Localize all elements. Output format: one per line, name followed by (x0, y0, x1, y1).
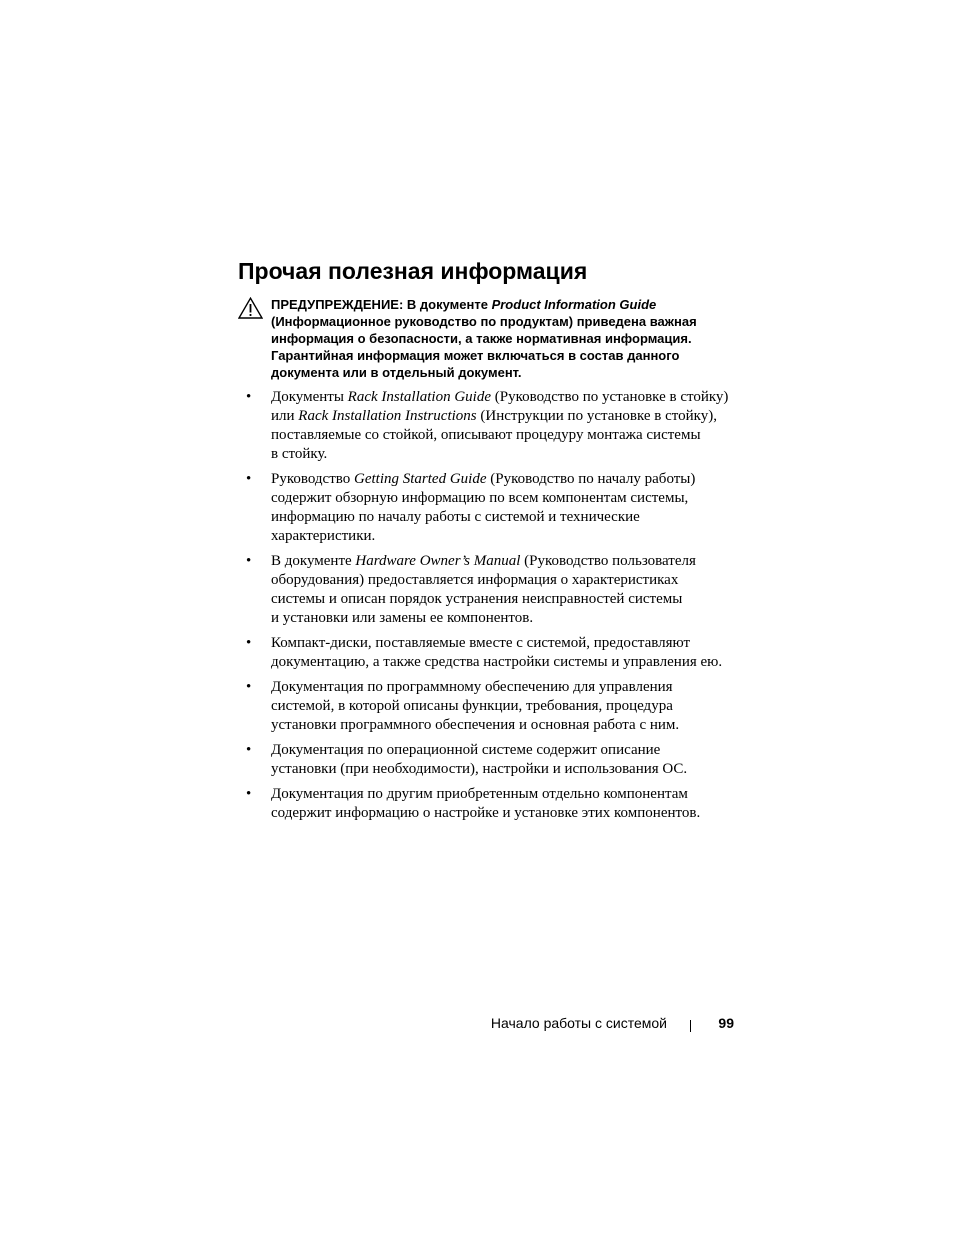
bullet-text: характеристики. (271, 528, 376, 544)
warning-doc-title: Product Information Guide (491, 297, 657, 312)
bullet-marker: • (246, 786, 252, 802)
warning-line (271, 347, 741, 364)
bullet-item (238, 634, 748, 672)
page-title: Прочая полезная информация (238, 258, 588, 284)
bullet-text: В документе (271, 553, 356, 569)
bullet-line (271, 407, 748, 426)
bullet-line (271, 470, 748, 489)
bullet-text: системы и описан порядок устранения неисправностей системы (271, 591, 683, 607)
bullet-text: Руководство (271, 471, 354, 487)
bullet-text: (Руководство по установке в стойку) (490, 389, 729, 405)
bullet-text: и установки или замены ее компонентов. (271, 610, 534, 626)
bullet-item (238, 552, 748, 628)
bullet-text: содержит обзорную информацию по всем компонентам системы, (271, 490, 689, 506)
bullet-item (238, 388, 748, 464)
bullet-line (271, 388, 748, 407)
document-title: Rack Installation Instructions (298, 408, 477, 424)
page-footer (400, 1015, 734, 1035)
bullet-text: (Руководство по началу работы) (486, 471, 696, 487)
bullet-line (271, 653, 748, 672)
bullet-marker: • (246, 679, 252, 695)
warning-text-segment: (Информационное руководство по продуктам) приведена важная (271, 314, 697, 329)
bullet-line (271, 508, 748, 527)
bullet-text: (Инструкции по установке в стойку), (476, 408, 718, 424)
bullet-line (271, 785, 748, 804)
bullet-line (271, 527, 748, 546)
bullet-marker: • (246, 742, 252, 758)
bullet-text: в стойку. (271, 446, 328, 462)
bullet-line (271, 760, 748, 779)
bullet-item (238, 678, 748, 735)
bullet-text: Документы (271, 389, 348, 405)
warning-line (271, 364, 741, 381)
bullet-text: поставляемые со стойкой, описывают процедуру монтажа системы (271, 427, 701, 443)
document-title: Hardware Owner’s Manual (355, 553, 521, 569)
bullet-text: оборудования) предоставляется информация о характеристиках (271, 572, 679, 588)
bullet-text: системой, в которой описаны функции, требования, процедура (271, 698, 673, 714)
bullet-line (271, 634, 748, 653)
warning-triangle-icon (238, 297, 263, 319)
bullet-line (271, 609, 748, 628)
bullet-line (271, 489, 748, 508)
bullet-text: Документация по программному обеспечению для управления (271, 679, 673, 695)
bullet-text: установки (при необходимости), настройки и использования ОС. (271, 761, 688, 777)
warning-line (271, 296, 741, 313)
warning-text (271, 296, 741, 381)
bullet-text: содержит информацию о настройке и установке этих компонентов. (271, 805, 701, 821)
footer-section-title: Начало работы с системой (490, 1015, 667, 1031)
bullet-text: Компакт-диски, поставляемые вместе с системой, предоставляют (271, 635, 691, 651)
bullet-line (271, 741, 748, 760)
warning-text-segment: Гарантийная информация может включаться в состав данного (271, 348, 680, 363)
bullet-item (238, 785, 748, 823)
warning-text-segment: информация о безопасности, а также нормативная информация. (271, 331, 692, 346)
warning-line (271, 330, 741, 347)
bullet-text: Документация по другим приобретенным отдельно компонентам (271, 786, 688, 802)
footer-divider (690, 1020, 691, 1032)
bullet-text: информацию по началу работы с системой и технические (271, 509, 640, 525)
bullet-marker: • (246, 471, 252, 487)
bullet-marker: • (246, 553, 252, 569)
bullet-text: документацию, а также средства настройки системы и управления ею. (271, 654, 723, 670)
bullet-line (271, 678, 748, 697)
bullet-line (271, 804, 748, 823)
warning-text-segment: ПРЕДУПРЕЖДЕНИЕ: В документе (271, 297, 492, 312)
bullet-line (271, 445, 748, 464)
warning-line (271, 313, 741, 330)
bullet-line (271, 590, 748, 609)
bullet-line (271, 697, 748, 716)
page-number: 99 (718, 1015, 734, 1031)
bullet-item (238, 470, 748, 546)
info-bullet-list (238, 388, 748, 829)
bullet-text: установки программного обеспечения и основная работа с ним. (271, 717, 680, 733)
bullet-text: Документация по операционной системе содержит описание (271, 742, 661, 758)
bullet-text: или (271, 408, 299, 424)
bullet-line (271, 426, 748, 445)
bullet-line (271, 552, 748, 571)
document-title: Getting Started Guide (354, 471, 487, 487)
bullet-marker: • (246, 635, 252, 651)
bullet-marker: • (246, 389, 252, 405)
bullet-line (271, 716, 748, 735)
bullet-text: (Руководство пользователя (520, 553, 696, 569)
document-title: Rack Installation Guide (347, 389, 491, 405)
bullet-item (238, 741, 748, 779)
warning-text-segment: документа или в отдельный документ. (271, 365, 522, 380)
bullet-line (271, 571, 748, 590)
